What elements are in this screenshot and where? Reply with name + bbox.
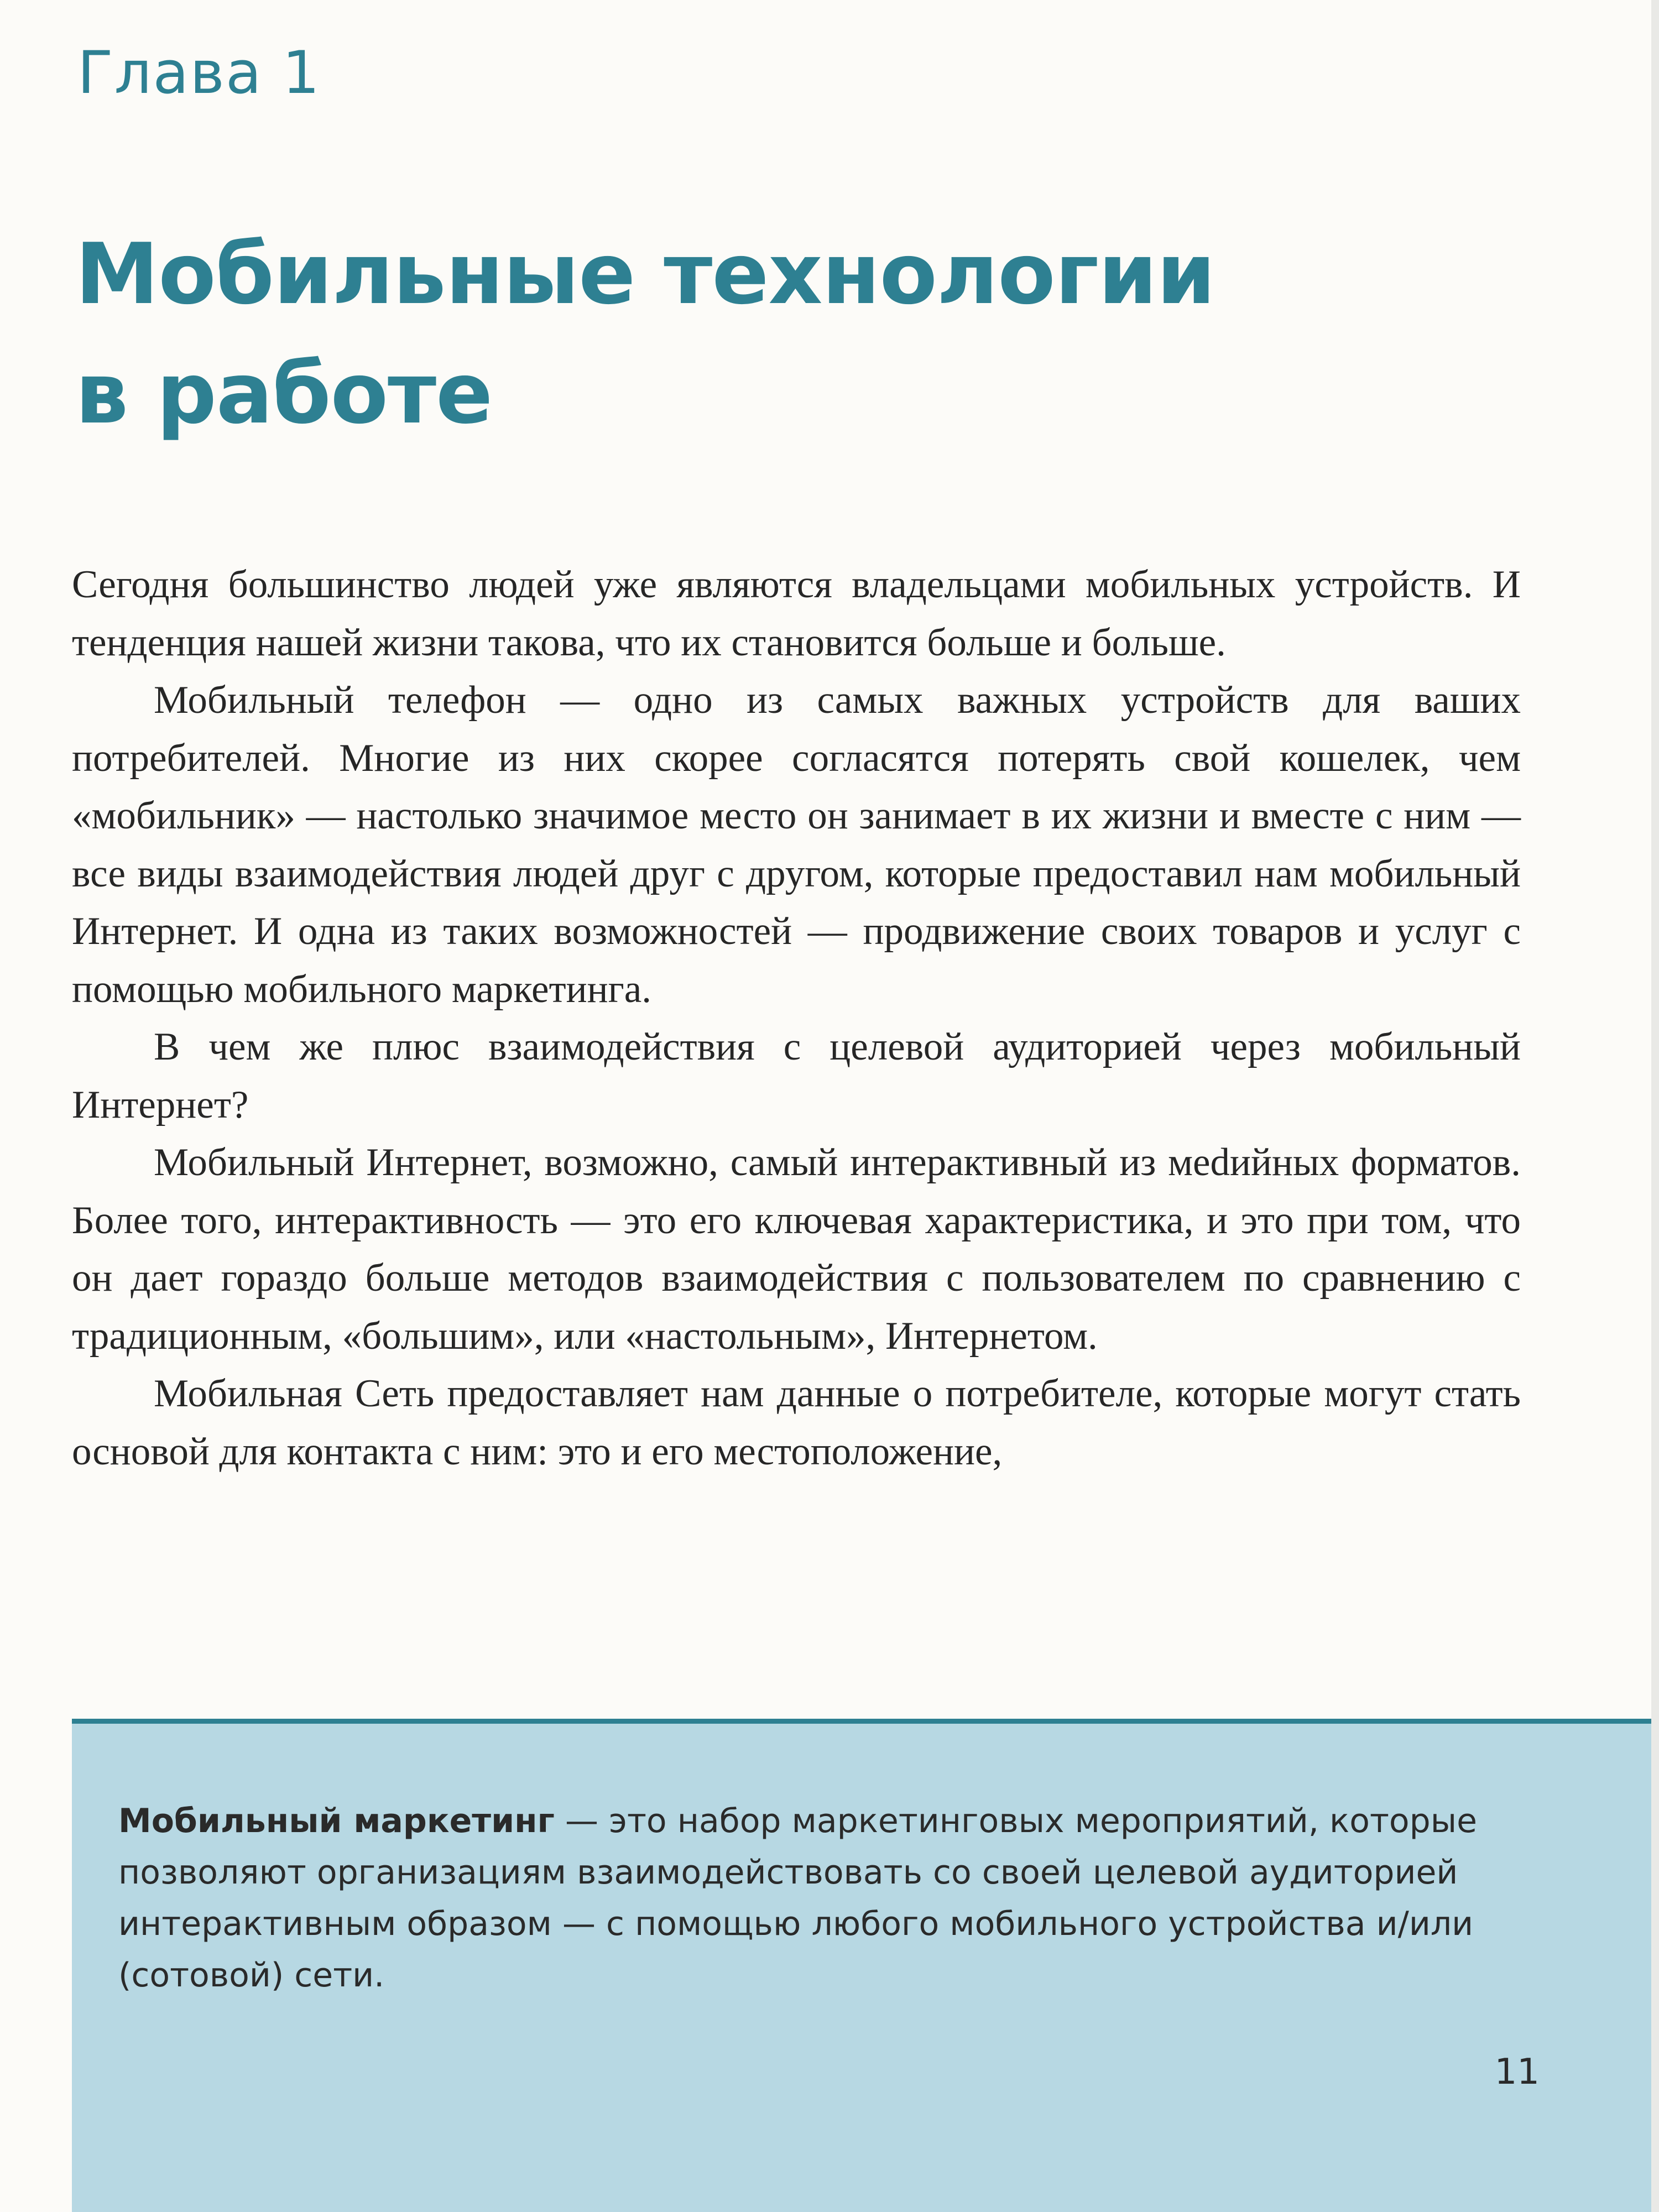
chapter-label: Глава 1 [77, 39, 321, 107]
definition-box [72, 1719, 1651, 2212]
chapter-title-line-2: в работе [75, 345, 493, 442]
paragraph: Мобильный телефон — одно из самых важных устройств для ваших потребителей. Многие из них скорее согласятся потерять свой кошелек, чем «мобильник» — настолько значимое место он занимает в их жизни и вместе с ним — все виды взаимодействия людей друг с другом, которые предоставил нам мобильный Интернет. И одна из таких возможностей — продвижение своих товаров и услуг с помощью мобильного маркетинга. [72, 679, 1521, 1011]
paragraph: Мобильная Сеть предоставляет нам данные о потребителе, которые могут стать основой для контакта с ним: это и его местоположение, [72, 1372, 1521, 1473]
page-number: 11 [1494, 2052, 1540, 2093]
definition-body: — это набор маркетинговых мероприятий, которые позволяют организациям взаимодействовать со своей целевой аудиторией интерактивным образом — с помощью любого мобильного устройства и/или (сотовой) сети. [118, 1802, 1478, 1995]
chapter-title-line-1: Мобильные технологии [75, 225, 1215, 323]
paragraph: Мобильный Интернет, возможно, самый интерактивный из меdийных форматов. Более того, интерактивность — это его ключевая характеристика, и это при том, что он дает гораздо больше методов взаимодействия с пользователем по сравнению с традиционным, «большим», или «настольным», Интернетом. [72, 1141, 1521, 1358]
paragraph: В чем же плюс взаимодействия с целевой аудиторией через мобильный Интернет? [72, 1025, 1521, 1126]
definition-text [118, 1796, 1567, 2001]
chapter-title [75, 215, 1215, 453]
body-text [72, 556, 1521, 1480]
page-edge [1651, 0, 1659, 2212]
paragraph: Сегодня большинство людей уже являются владельцами мобильных устройств. И тенденция нашей жизни такова, что их становится больше и больше. [72, 563, 1521, 664]
definition-term: Мобильный маркетинг [118, 1802, 555, 1840]
